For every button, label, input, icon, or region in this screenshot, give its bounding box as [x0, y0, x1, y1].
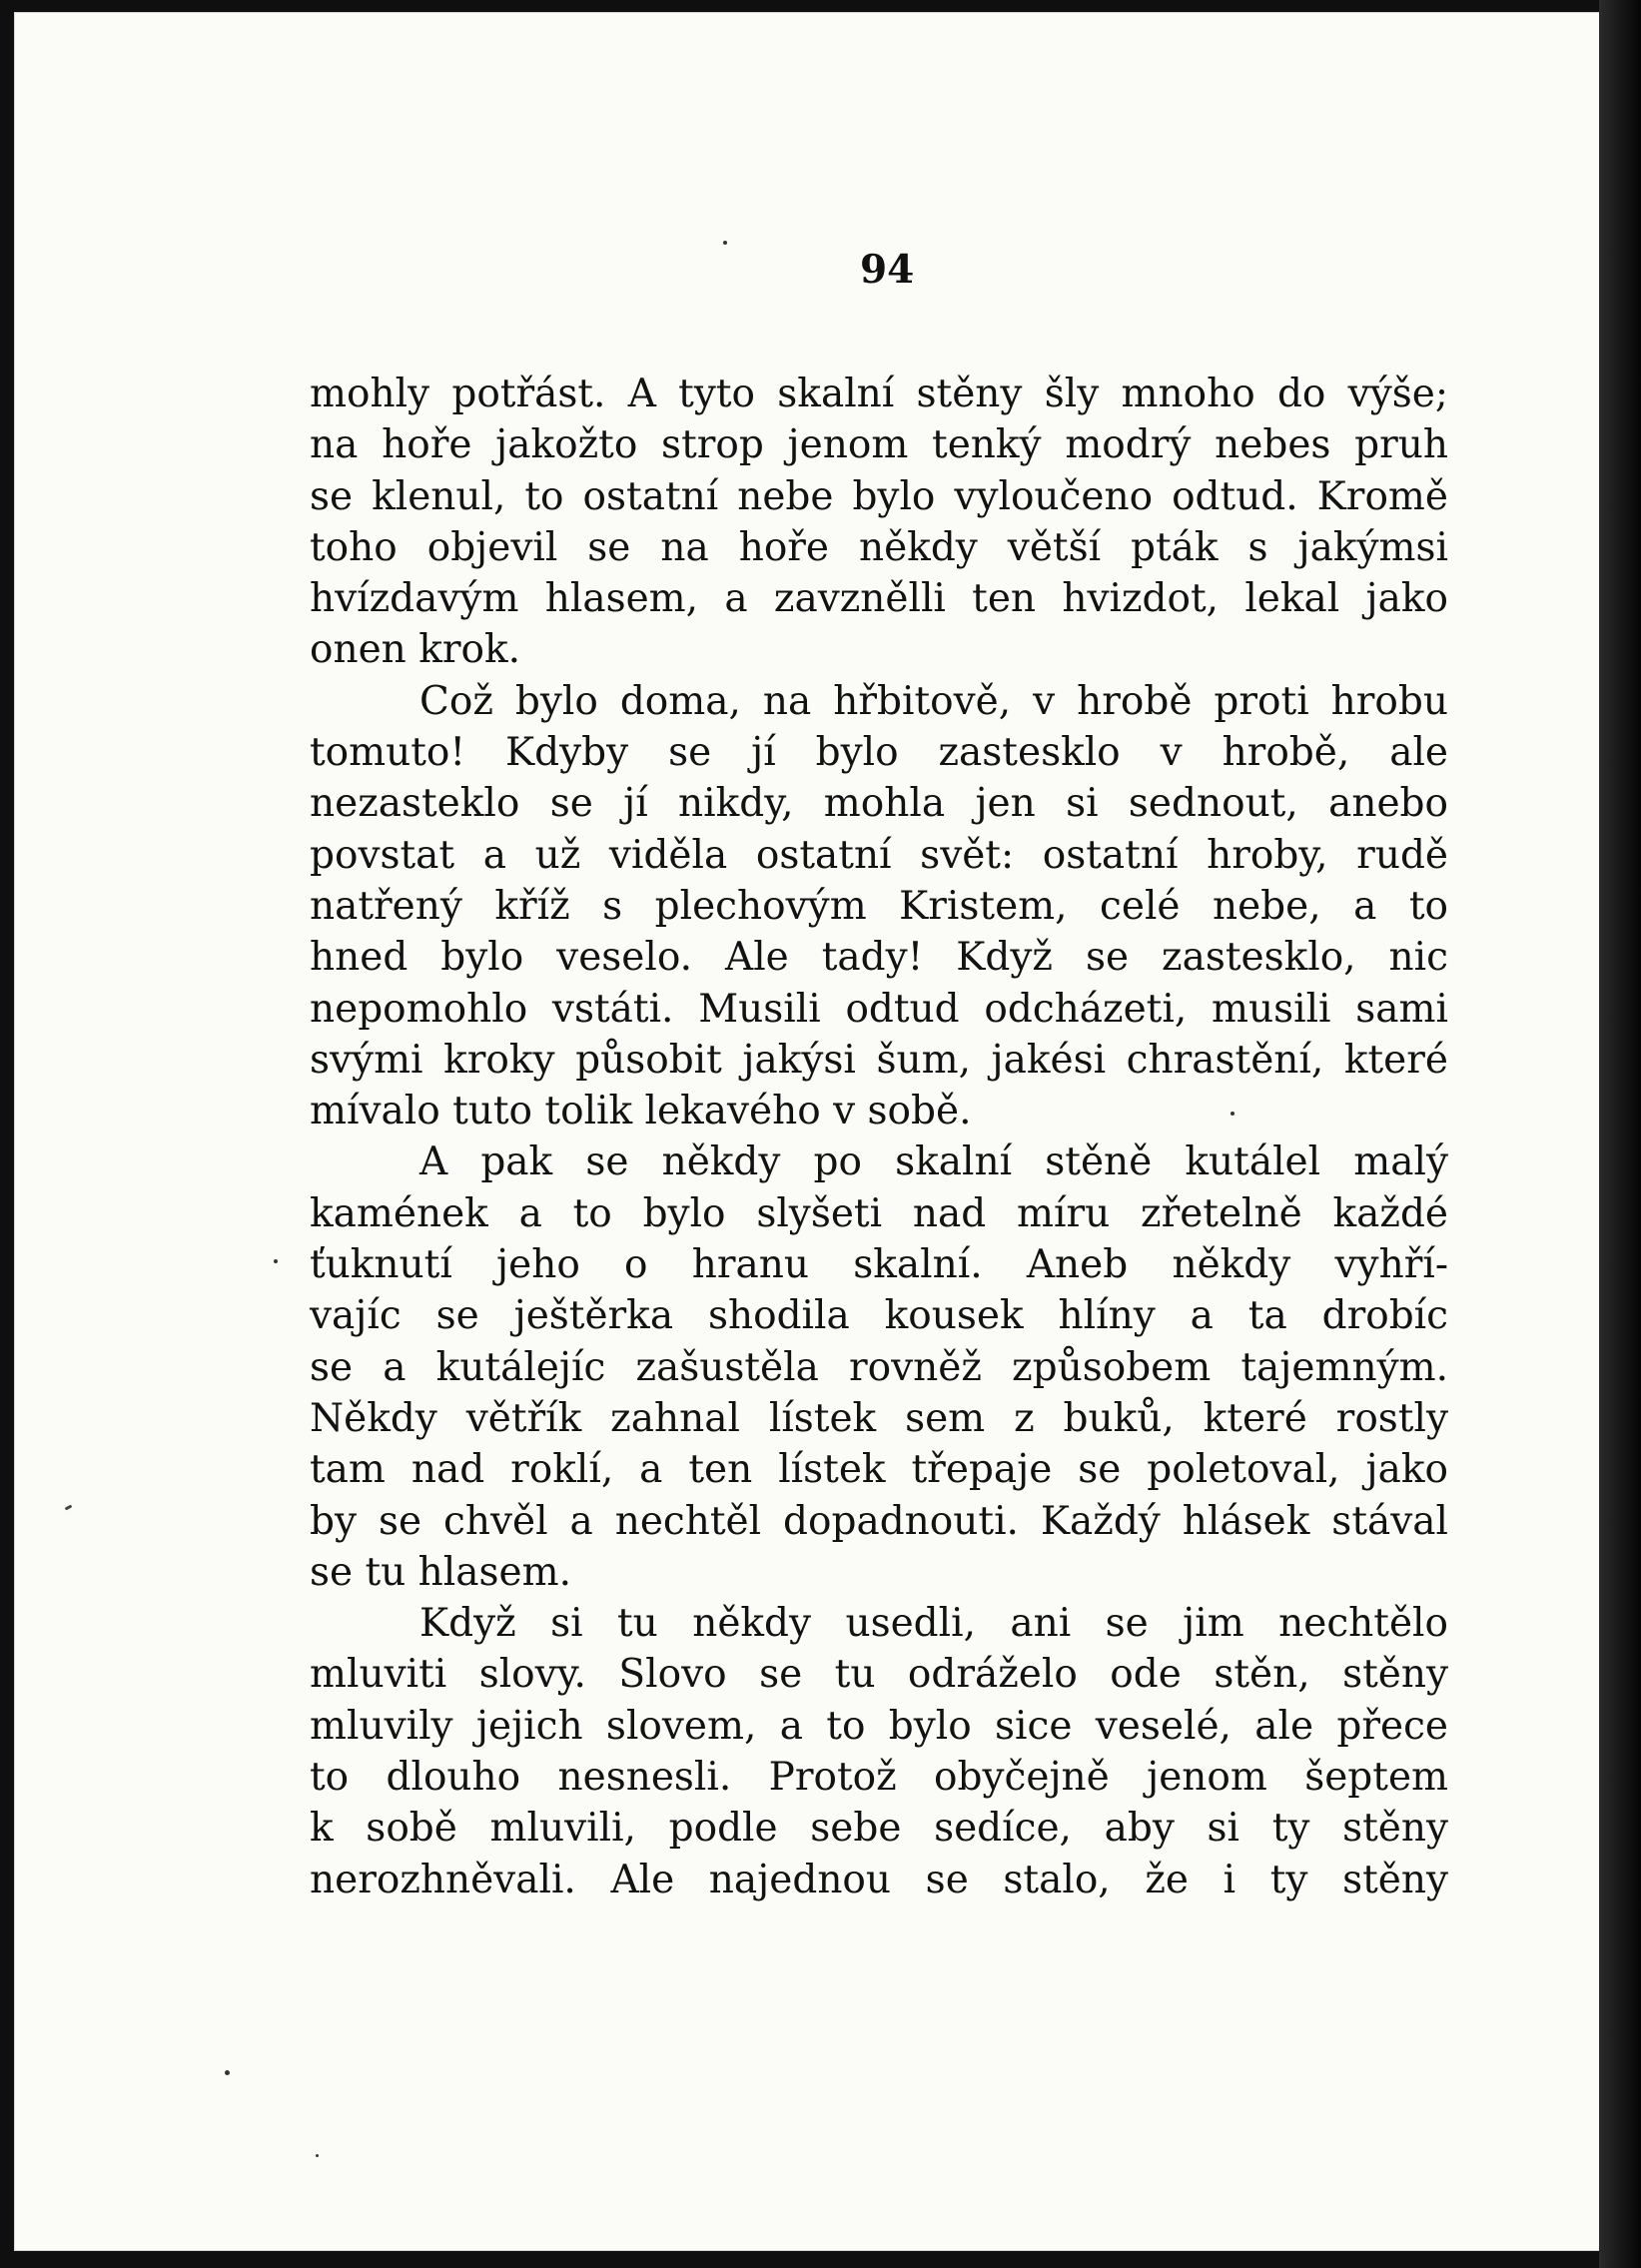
text-line: mívalo tuto tolik lekavého v sobě. — [310, 1089, 972, 1134]
text-line: nepomohlo vstáti. Musili odtud odcházeti, musili sami — [310, 986, 1448, 1032]
body-text — [310, 369, 1448, 1905]
text-line: by se chvěl a nechtěl dopadnouti. Každý hlásek stával — [310, 1498, 1448, 1544]
page-edge-shadow — [1599, 0, 1641, 2268]
text-line: hvízdavým hlasem, a zavznělli ten hvizdot, lekal jako — [310, 576, 1448, 622]
text-line: Když si tu někdy usedli, ani se jim nechtělo — [419, 1601, 1448, 1647]
text-line: svými kroky působit jakýsi šum, jakési chrastění, které — [310, 1037, 1448, 1083]
text-line: tam nad roklí, a ten lístek třepaje se poletoval, jako — [310, 1447, 1448, 1493]
scan-speck — [316, 2154, 319, 2157]
text-line: k sobě mluvili, podle sebe sedíce, aby si ty stěny — [310, 1806, 1448, 1852]
text-line: mluvily jejich slovem, a to bylo sice veselé, ale přece — [310, 1703, 1448, 1749]
text-line: nezasteklo se jí nikdy, mohla jen si sednout, anebo — [310, 781, 1448, 827]
scan-speck — [274, 1259, 278, 1263]
text-line: ťuknutí jeho o hranu skalní. Aneb někdy vyhří- — [310, 1242, 1448, 1288]
text-line: nerozhněvali. Ale najednou se stalo, že i ty stěny — [310, 1857, 1448, 1902]
text-line: se tu hlasem. — [310, 1549, 571, 1595]
text-line: se a kutálejíc zašustěla rovněž způsobem tajemným. — [310, 1344, 1448, 1390]
text-line: Někdy větřík zahnal lístek sem z buků, které rostly — [310, 1395, 1448, 1441]
text-line: se klenul, to ostatní nebe bylo vyloučeno odtud. Kromě — [310, 473, 1448, 519]
text-line: kamének a to bylo slyšeti nad míru zřetelně každé — [310, 1190, 1448, 1236]
text-line: tomuto! Kdyby se jí bylo zastesklo v hrobě, ale — [310, 730, 1448, 776]
text-line: na hoře jakožto strop jenom tenký modrý nebes pruh — [310, 422, 1448, 468]
text-line: mluviti slovy. Slovo se tu odráželo ode stěn, stěny — [310, 1652, 1448, 1698]
text-line: onen krok. — [310, 627, 520, 673]
text-line: A pak se někdy po skalní stěně kutálel malý — [419, 1139, 1448, 1185]
scan-speck — [1231, 1112, 1234, 1116]
scan-speck — [723, 241, 727, 245]
text-line: to dlouho nesnesli. Protož obyčejně jenom šeptem — [310, 1755, 1448, 1801]
text-line: mohly potřást. A tyto skalní stěny šly mnoho do výše; — [310, 372, 1448, 416]
text-line: Což bylo doma, na hřbitově, v hrobě proti hrobu — [419, 678, 1448, 724]
text-line: povstat a už viděla ostatní svět: ostatní hroby, rudě — [310, 832, 1448, 878]
text-line: natřený kříž s plechovým Kristem, celé nebe, a to — [310, 883, 1448, 929]
text-line: hned bylo veselo. Ale tady! Když se zastesklo, nic — [310, 935, 1448, 981]
scan-speck — [225, 2070, 230, 2075]
book-page — [14, 12, 1612, 2251]
scan-mark — [65, 1505, 73, 1511]
text-line: vajíc se ještěrka shodila kousek hlíny a ta drobíc — [310, 1293, 1448, 1339]
text-line: toho objevil se na hoře někdy větší pták s jakýmsi — [310, 524, 1448, 570]
page-number: 94 — [860, 247, 915, 293]
